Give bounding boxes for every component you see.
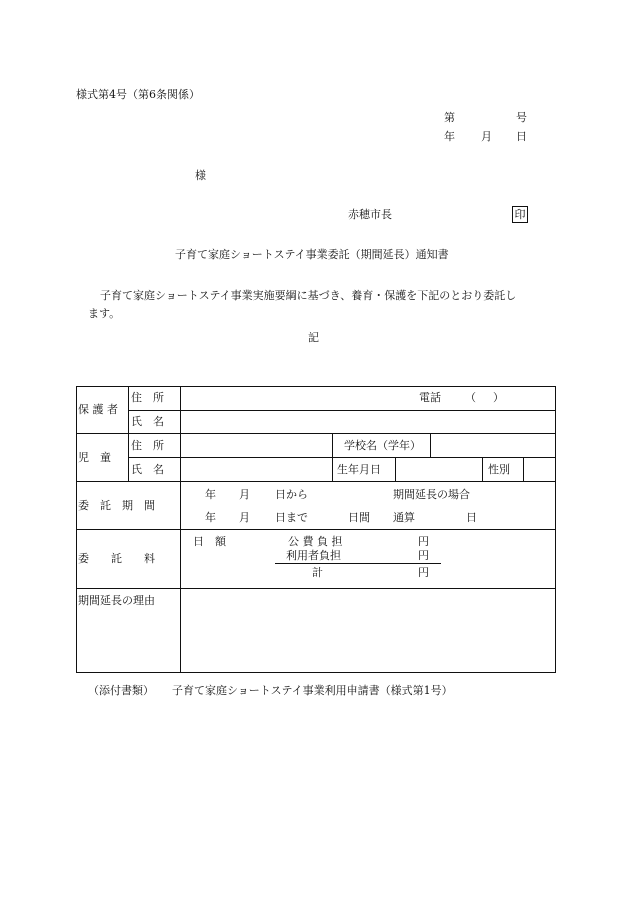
extension-reason-label: 期間延長の理由 xyxy=(78,594,155,607)
table-col-divider xyxy=(395,457,396,481)
consignment-table xyxy=(76,386,556,673)
table-col-divider xyxy=(482,457,483,481)
school-label: 学校名（学年） xyxy=(344,439,421,452)
issuer-name: 赤穂市長 xyxy=(348,208,392,221)
table-border-top xyxy=(76,386,556,387)
form-number: 様式第4号（第6条関係） xyxy=(76,88,200,101)
table-rule xyxy=(76,588,556,589)
doc-number-suffix: 号 xyxy=(516,111,527,124)
sum-rule xyxy=(275,563,441,564)
to-day: 日まで xyxy=(275,511,308,524)
user-share-yen: 円 xyxy=(418,549,429,562)
daily-amount-label: 日 額 xyxy=(193,535,226,548)
body-text-line1: 子育て家庭ショートステイ事業実施要綱に基づき、養育・保護を下記のとおり委託し xyxy=(100,289,517,302)
addressee-honorific: 様 xyxy=(195,169,206,182)
from-month: 月 xyxy=(239,488,250,501)
date-month-label: 月 xyxy=(481,130,492,143)
ki-label: 記 xyxy=(308,331,319,344)
table-rule xyxy=(76,529,556,530)
child-label: 児 童 xyxy=(78,451,111,464)
table-border-left xyxy=(76,386,77,673)
seal-mark: 印 xyxy=(512,206,528,223)
user-share-label: 利用者負担 xyxy=(286,549,341,562)
period-label: 委 託 期 間 xyxy=(78,499,155,512)
to-month: 月 xyxy=(239,511,250,524)
table-rule xyxy=(128,410,556,411)
birth-date-label: 生年月日 xyxy=(337,463,381,476)
total-days-unit: 日 xyxy=(466,511,477,524)
fee-label: 委 託 料 xyxy=(78,552,155,565)
table-col-divider xyxy=(180,386,181,673)
gender-label: 性別 xyxy=(488,463,510,476)
table-rule xyxy=(76,433,556,434)
child-address-label: 住 所 xyxy=(131,439,164,452)
to-year: 年 xyxy=(205,511,216,524)
phone-paren-open: （ xyxy=(465,391,476,404)
sum-label: 計 xyxy=(312,566,323,579)
table-rule xyxy=(128,457,556,458)
table-border-bottom xyxy=(76,672,556,673)
phone-label: 電話 xyxy=(419,391,441,404)
from-day: 日から xyxy=(275,488,308,501)
body-text-line2: ます。 xyxy=(88,307,121,320)
table-col-divider xyxy=(332,433,333,481)
attachment-text: 子育て家庭ショートステイ事業利用申請書（様式第1号） xyxy=(172,684,453,697)
attachment-label: （添付書類） xyxy=(88,684,154,697)
total-days-label: 通算 xyxy=(393,511,415,524)
sum-yen: 円 xyxy=(418,566,429,579)
table-col-divider xyxy=(128,386,129,481)
public-share-yen: 円 xyxy=(418,535,429,548)
date-year-label: 年 xyxy=(444,130,455,143)
date-day-label: 日 xyxy=(516,130,527,143)
extension-label: 期間延長の場合 xyxy=(393,488,470,501)
public-share-label: 公 費 負 担 xyxy=(288,535,343,548)
table-col-divider xyxy=(523,457,524,481)
table-rule xyxy=(76,481,556,482)
days-label: 日間 xyxy=(348,511,370,524)
guardian-name-label: 氏 名 xyxy=(131,415,164,428)
doc-number-prefix: 第 xyxy=(444,111,455,124)
guardian-address-label: 住 所 xyxy=(131,391,164,404)
from-year: 年 xyxy=(205,488,216,501)
child-name-label: 氏 名 xyxy=(131,463,164,476)
document-title: 子育て家庭ショートステイ事業委託（期間延長）通知書 xyxy=(175,248,449,261)
table-col-divider xyxy=(430,433,431,457)
guardian-label: 保 護 者 xyxy=(78,403,118,416)
table-border-right xyxy=(555,386,556,673)
phone-paren-close: ） xyxy=(493,391,504,404)
